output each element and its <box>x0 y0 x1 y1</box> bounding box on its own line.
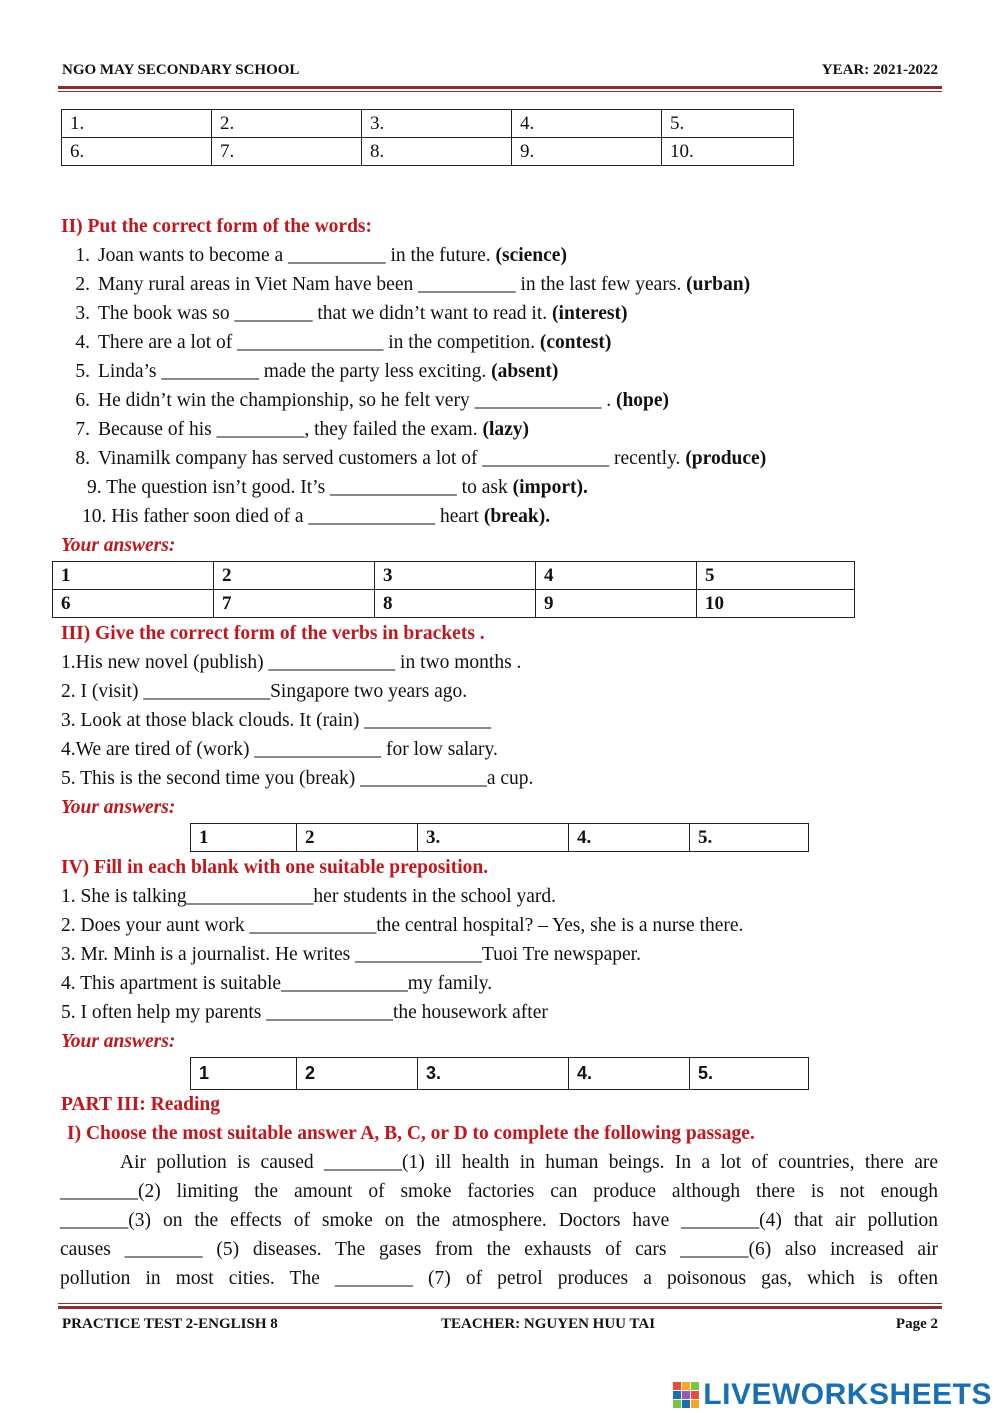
answer-cell[interactable]: 1 <box>191 1058 297 1090</box>
item-text: 10. His father soon died of a _____________ heart <box>82 506 484 527</box>
passage-line-3: _______(3) on the effects of smoke on the atmosphere. Doctors have ________(4) that air pollution <box>60 1210 938 1231</box>
logo-text: LIVEWORKSHEETS <box>703 1378 992 1411</box>
item-word: (import). <box>512 477 588 498</box>
s2-item-9 <box>87 477 588 499</box>
liveworksheets-logo[interactable] <box>673 1378 992 1412</box>
item-word: (lazy) <box>482 419 530 440</box>
s2-item-6 <box>60 390 669 412</box>
s4-answer-table <box>190 1057 809 1090</box>
footer-rule <box>58 1306 942 1309</box>
answer-cell[interactable]: 3. <box>418 824 569 852</box>
item-word: (break). <box>483 506 551 527</box>
answer-cell[interactable]: 5. <box>690 1058 809 1090</box>
footer-teacher: TEACHER: NGUYEN HUU TAI <box>441 1316 656 1332</box>
answer-cell[interactable]: 6 <box>53 590 214 618</box>
s3-line-4: 4.We are tired of (work) _____________ for low salary. <box>61 739 498 760</box>
s4-line-4: 4. This apartment is suitable_____________my family. <box>61 973 493 994</box>
answer-cell[interactable]: 2 <box>297 1058 418 1090</box>
answer-cell[interactable]: 6. <box>62 138 212 166</box>
item-number: 5. <box>75 361 90 382</box>
item-text: Vinamilk company has served customers a lot of _____________ recently. <box>98 448 686 469</box>
item-text: Many rural areas in Viet Nam have been __________ in the last few years. <box>98 274 687 295</box>
s2-item-1 <box>60 245 567 267</box>
item-number: 8. <box>75 448 90 469</box>
answer-cell[interactable]: 4 <box>536 562 697 590</box>
item-number: 4. <box>75 332 90 353</box>
answer-cell[interactable]: 1. <box>62 110 212 138</box>
answer-cell[interactable]: 5 <box>697 562 855 590</box>
s2-item-10 <box>82 506 550 528</box>
answer-cell[interactable]: 7. <box>212 138 362 166</box>
s2-item-4 <box>60 332 611 354</box>
reading-part-title: PART III: Reading <box>61 1094 220 1115</box>
school-year: YEAR: 2021-2022 <box>821 62 938 78</box>
s3-line-2: 2. I (visit) _____________Singapore two years ago. <box>61 681 468 702</box>
item-number: 3. <box>75 303 90 324</box>
item-text: Joan wants to become a __________ in the future. <box>98 245 496 266</box>
top-answer-table <box>61 109 794 166</box>
item-number: 6. <box>75 390 90 411</box>
s2-item-2 <box>60 274 750 296</box>
s4-answers-label: Your answers: <box>61 1031 176 1052</box>
s3-answer-table <box>190 823 809 852</box>
answer-cell[interactable]: 4. <box>569 824 690 852</box>
passage-line-2: ________(2) limiting the amount of smoke factories can produce although there is not enough <box>60 1181 938 1202</box>
answer-cell[interactable]: 7 <box>214 590 375 618</box>
item-text: Because of his _________, they failed the exam. <box>98 419 483 440</box>
answer-cell[interactable]: 2. <box>212 110 362 138</box>
answer-cell[interactable]: 5. <box>662 110 794 138</box>
section-3-title: III) Give the correct form of the verbs in brackets . <box>61 623 485 644</box>
answer-cell[interactable]: 8. <box>362 138 512 166</box>
item-word: (absent) <box>491 361 559 382</box>
s3-line-1: 1.His new novel (publish) _____________ in two months . <box>61 652 522 673</box>
section-2-title: II) Put the correct form of the words: <box>61 216 373 237</box>
s2-answer-table <box>52 561 855 618</box>
item-word: (hope) <box>615 390 670 411</box>
item-word: (interest) <box>552 303 628 324</box>
item-word: (contest) <box>539 332 612 353</box>
footer-rule-thin <box>58 1303 942 1304</box>
logo-grid-icon <box>673 1382 699 1408</box>
footer-page-number: Page 2 <box>895 1316 938 1332</box>
item-number: 1. <box>75 245 90 266</box>
s4-line-2: 2. Does your aunt work _____________the central hospital? – Yes, she is a nurse there. <box>61 915 744 936</box>
item-text: He didn’t win the championship, so he felt very _____________ . <box>98 390 616 411</box>
item-text: There are a lot of _______________ in the competition. <box>98 332 540 353</box>
item-word: (urban) <box>686 274 751 295</box>
item-text: 9. The question isn’t good. It’s _____________ to ask <box>87 477 513 498</box>
answer-cell[interactable]: 1 <box>191 824 297 852</box>
item-number: 2. <box>75 274 90 295</box>
s2-item-8 <box>60 448 766 470</box>
answer-cell[interactable]: 5. <box>690 824 809 852</box>
s3-line-5: 5. This is the second time you (break) _____________a cup. <box>61 768 534 789</box>
s2-item-7 <box>60 419 529 441</box>
s4-line-3: 3. Mr. Minh is a journalist. He writes _____________Tuoi Tre newspaper. <box>61 944 641 965</box>
s3-line-3: 3. Look at those black clouds. It (rain) _____________ <box>61 710 491 731</box>
footer-test-name: PRACTICE TEST 2-ENGLISH 8 <box>62 1316 278 1332</box>
answer-cell[interactable]: 4. <box>569 1058 690 1090</box>
answer-cell[interactable]: 8 <box>375 590 536 618</box>
answer-cell[interactable]: 9 <box>536 590 697 618</box>
header-rule-thin <box>58 91 942 92</box>
item-text: Linda’s __________ made the party less exciting. <box>98 361 492 382</box>
s4-line-5: 5. I often help my parents _____________the housework after <box>61 1002 548 1023</box>
answer-cell[interactable]: 2 <box>214 562 375 590</box>
passage-line-5: pollution in most cities. The ________ (7) of petrol produces a poisonous gas, which is often <box>60 1268 938 1289</box>
answer-cell[interactable]: 4. <box>512 110 662 138</box>
item-word: (produce) <box>685 448 767 469</box>
answer-cell[interactable]: 3. <box>362 110 512 138</box>
answer-cell[interactable]: 10 <box>697 590 855 618</box>
item-text: The book was so ________ that we didn’t want to read it. <box>98 303 553 324</box>
section-4-title: IV) Fill in each blank with one suitable preposition. <box>61 857 489 878</box>
s2-item-5 <box>60 361 558 383</box>
s2-item-3 <box>60 303 627 325</box>
s3-answers-label: Your answers: <box>61 797 176 818</box>
passage-line-4: causes ________ (5) diseases. The gases from the exhausts of cars _______(6) also increased air <box>60 1239 938 1260</box>
answer-cell[interactable]: 3 <box>375 562 536 590</box>
answer-cell[interactable]: 1 <box>53 562 214 590</box>
header-rule <box>58 86 942 89</box>
s4-line-1: 1. She is talking_____________her students in the school yard. <box>61 886 557 907</box>
item-word: (science) <box>495 245 567 266</box>
answer-cell[interactable]: 3. <box>418 1058 569 1090</box>
answer-cell[interactable]: 2 <box>297 824 418 852</box>
item-number: 7. <box>75 419 90 440</box>
school-name: NGO MAY SECONDARY SCHOOL <box>62 62 300 78</box>
passage-line-1: Air pollution is caused ________(1) ill health in human beings. In a lot of countries, there are <box>120 1152 938 1173</box>
reading-task-title: I) Choose the most suitable answer A, B, C, or D to complete the following passage. <box>67 1123 755 1144</box>
answer-cell[interactable]: 9. <box>512 138 662 166</box>
s2-answers-label: Your answers: <box>61 535 176 556</box>
answer-cell[interactable]: 10. <box>662 138 794 166</box>
